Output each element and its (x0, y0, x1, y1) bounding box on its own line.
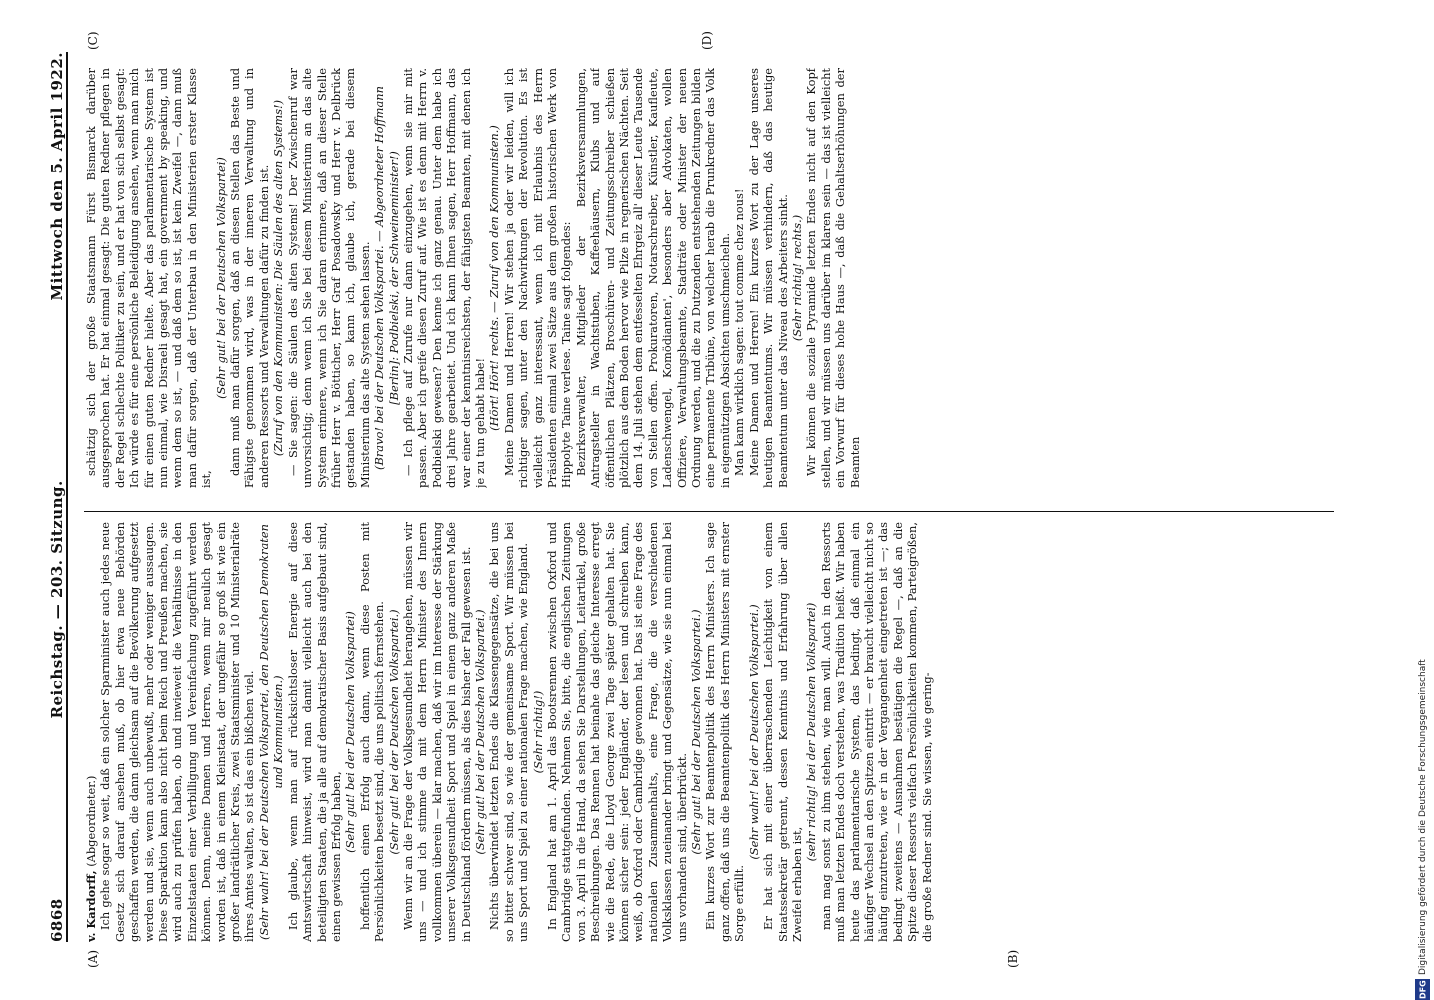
paragraph: Meine Damen und Herren! Ein kurzes Wort zu der Lage unseres heutigen Beamtentums. Wir müssen verhindern, daß das heutige Beamtentum unter das Niveau des Arbeiters sinkt. (746, 68, 790, 488)
margin-marker-b: (B) (1006, 949, 1020, 968)
page-number: 6868 (48, 898, 66, 942)
interjection: (Sehr wahr! bei der Deutschen Volkspartei.) (746, 604, 761, 860)
interjection: (Sehr wahr! bei der Deutschen Volkspartei, den Deutschen Demokraten und Kommunisten.) (256, 524, 286, 940)
speaker-line: v. Kardorff, (Abgeordneter.) (84, 775, 98, 942)
paragraph: Bezirksverwalter, Mitglieder der Bezirksversammlungen, Antragsteller in Wachtstuben, Kaffeehäusern, Klubs und auf öffentlichen Plätzen, Broschüren- und Zeitungsschreiber schießen plötzlich aus dem Boden hervor wie Pilze in regnerischen Nächten. Seit dem 14. Juli stehen dem entfesselten Ehrgeiz all' dieser Leute Tausende von Stellen offen. Prokuratoren, Notarschreiber, Künstler, Kaufleute, Ladenschwengel, Komödianten', besonders aber Advokaten, wollen Offiziere, Verwaltungsbeamte, Stadträte oder Minister der neuen Ordnung werden, und die zu Dutzenden entstehenden Zeitungen bilden eine permanente Tribüne, von welcher herab die Prunkredner das Volk in eigennützigen Absichten umschmeicheln. (573, 68, 732, 488)
margin-marker-d: (D) (700, 31, 714, 50)
paragraph: Ich glaube, wenn man auf rücksichtsloser Energie auf diese Amtswirtschaft hinweist, wird man damit vielleicht auch bei den beteiligten Staaten, die ja alle auf demokratischer Basis aufgebaut sind, einen gewissen Erfolg haben, (285, 522, 343, 942)
paragraph: Er hat sich mit einer überraschenden Leichtigkeit von einem Staatssekretär getrennt, dessen Kenntnis und Erfahrung über allen Zweifel erhaben ist, (761, 522, 804, 942)
page-title: Reichstag. — 203. Sitzung. (48, 480, 66, 719)
paragraph: Man kann wirklich sagen: tout comme chez nous! (732, 188, 747, 476)
speaker-name: v. Kardorff, (84, 870, 98, 942)
interjection: (sehr richtig! bei der Deutschen Volkspartei) (804, 602, 819, 862)
column-divider (84, 511, 1334, 512)
dfg-logo-icon: DFG (1416, 979, 1431, 1000)
right-column (84, 68, 1334, 488)
running-header (36, 52, 68, 942)
interjection: (Sehr gut! bei der Deutschen Volkspartei.) (689, 609, 704, 855)
speaker-role: Abgeordneter.) (84, 775, 98, 863)
interjection: (Sehr gut! bei der Deutschen Volkspartei) (343, 611, 358, 853)
interjection: (Sehr gut! bei der Deutschen Volkspartei.) (386, 609, 401, 855)
paragraph: — Sie sagen: die Säulen des alten Systems! Der Zwischenruf war unvorsichtig; denn wenn ich Sie bei diesem Ministerium an das alte System erinnere, wenn ich Sie daran erinnere, daß an dieser Stelle früher Herr v. Bötticher, Herr Graf Posadowsky und Herr v. Delbrück gestanden haben, so kann ich, glaube ich, gerade bei diesem Ministerium das alte System sehen lassen. (285, 68, 372, 488)
paragraph: Wenn wir an die Frage der Volksgesundheit herangehen, müssen wir uns — und ich stimme da mit dem Herrn Minister des Innern vollkommen überein — klar machen, daß wir im Interesse der Stärkung unserer Volksgesundheit Sport und Spiel in einem ganz anderen Maße in Deutschland fördern müssen, als dies bisher der Fall gewesen ist. (400, 522, 473, 942)
paragraph: In England hat am 1. April das Bootsrennen zwischen Oxford und Cambridge stattgefunden. Nehmen Sie, bitte, die englischen Zeitungen von 3. April in die Hand, da sehen Sie Darstellungen, Leitartikel, große Beschreibungen. Das Rennen hat beinahe das gleiche Interesse erregt wie die Rede, die Lloyd George zwei Tage später gehalten hat. Sie können sicher sein: jeder Engländer, der lesen und schreiben kann, weiß, ob Oxford oder Cambridge gewonnen hat. Das ist eine Frage des nationalen Zusammenhalts, eine Frage, die die verschiedenen Volksklassen zueinander bringt und Gegensätze, wie sie nun einmal bei uns vorhanden sind, überbrückt. (545, 522, 689, 942)
paragraph: — Ich pflege auf Zurufe nur dann einzugehen, wenn sie mir mit passen. Aber ich greife diesen Zuruf auf. Wie ist es denn mit Herrn v. Podbielski gewesen? Den kenne ich ganz genau. Unter dem habe ich drei Jahre gearbeitet. Und ich kann Ihnen sagen, Herr Hoffmann, das war einer der kenntnisreichsten, der fähigsten Beamten, mit denen ich je zu tun gehabt habe! (400, 68, 487, 488)
interjection: (Sehr richtig!) (530, 690, 545, 774)
digitization-credit (1416, 0, 1430, 1000)
paragraph: dann muß man dafür sorgen, daß an diesen Stellen das Beste und Fähigste genommen wird, was in der inneren Verwaltung und in anderen Ressorts und Verwaltungen dafür zu finden ist. (228, 68, 271, 488)
paragraph: Nichts überwindet letzten Endes die Klassengegensätze, die bei uns so bitter schwer sind, so wie der gemeinsame Sport. Wir müssen bei uns Sport und Spiel zu einer nationalen Frage machen, wie England. (487, 522, 531, 942)
left-column (84, 522, 1334, 942)
paragraph: Ich gehe sogar so weit, daß ein solcher Sparminister auch jedes neue Gesetz sich darauf ansehen muß, ob hier etwa neue Behörden geschaffen werden, die dann gleichsam auf die Bevölkerung aufgesetzt werden und sie, wenn auch unbewußt, mehr oder weniger aussaugen. Diese Sparaktion kann also nicht beim Reich und Preußen machen, sie wird auch zu prüfen haben, ob und inwieweit die Verhältnisse in den Einzelstaaten einer Verbilligung und Vereinfachung zugeführt werden können. Denn, meine Damen und Herren, wenn mir neulich gesagt worden ist, daß in einem Kleinstaat, der ungefähr so groß ist wie ein großer landrätlicher Kreis, zwei Staatsminister und 10 Ministerialräte ihres Amtes walten, so ist das ein bißchen viel. (98, 522, 257, 942)
page-date: Mittwoch den 5. April 1922. (48, 52, 66, 301)
paragraph: man mag sonst zu ihm stehen, wie man will. Auch in den Ressorts muß man letzten Endes doch verstehen, was Tradition heißt. Wir haben heute das parlamentarische System, das bedingt, daß einmal ein häufiger Wechsel an den Spitzen eintritt — er braucht vielleicht nicht so häufig einzutreten, wie er in der Vergangenheit eingetreten ist —; das bedingt zweitens — Ausnahmen bestätigen die Regel —, daß an die Spitze dieser Ressorts vielfach Persönlichkeiten kommen, Parteigrößen, die große Redner sind. Sie wissen, wie gering- (818, 522, 934, 942)
interjection: (Sehr richtig! rechts.) (789, 214, 804, 342)
paragraph: Ein kurzes Wort zur Beamtenpolitik des Herrn Ministers. Ich sage ganz offen, daß uns die Beamtenpolitik des Herrn Ministers mit ernster Sorge erfüllt. (703, 522, 747, 942)
paragraph: Wir können die soziale Pyramide letzten Endes nicht auf den Kopf stellen, und wir müssen uns darüber im klaren sein — das ist vielleicht ein Vorwurf für dieses hohe Haus —, daß die Gehaltserhöhungen der Beamten (804, 68, 862, 488)
paragraph: Meine Damen und Herren! Wir stehen ja oder wir leiden, will ich richtiger sagen, unter den Nachwirkungen der Revolution. Es ist vielleicht ganz interessant, wenn ich mit Erlaubnis des Herrn Präsidenten einmal zwei Sätze aus dem großen historischen Werk von Hippolyte Taine verlese. Taine sagt folgendes: (501, 68, 574, 488)
margin-marker-c: (C) (86, 31, 100, 50)
interjection: (Sehr gut! bei der Deutschen Volkspartei) (213, 157, 228, 399)
interjection: (Zuruf von den Kommunisten: Die Säulen des alten Systems!) (271, 99, 286, 457)
margin-marker-a: (A) (86, 949, 100, 968)
paragraph: schätzig sich der große Staatsmann Fürst Bismarck darüber ausgesprochen hat. Er hat einmal gesagt: Die guten Redner pflegen in der Regel schlechte Politiker zu sein, und er hat von sich selbst gesagt: Ich würde es für eine persönliche Beleidigung ansehen, wenn man mich für einen guten Redner hielte. Aber das parlamentarische System ist nun einmal, wie Disraeli gesagt hat, ein government by speaking, und wenn dem so ist, — und daß dem so ist, ist kein Zweifel —, dann muß man dafür sorgen, daß der Unterbau in den Ministerien erster Klasse ist, (84, 68, 214, 488)
interjection: (Hört! Hört! rechts. — Zuruf von den Kommunisten.) (487, 125, 502, 431)
paragraph: hoffentlich einen Erfolg auch dann, wenn diese Posten mit Persönlichkeiten besetzt sind, die uns politisch fernstehen. (357, 522, 387, 942)
interjection: (Sehr gut! bei der Deutschen Volkspartei.) (472, 609, 487, 855)
interjection: (Bravo! bei der Deutschen Volkspartei. — Abgeordneter Hoffmann [Berlin]: Podbielski, der Schweineminister!) (372, 86, 401, 470)
credit-text: Digitalisierung gefördert durch die Deutsche Forschungsgemeinschaft (1418, 659, 1428, 976)
